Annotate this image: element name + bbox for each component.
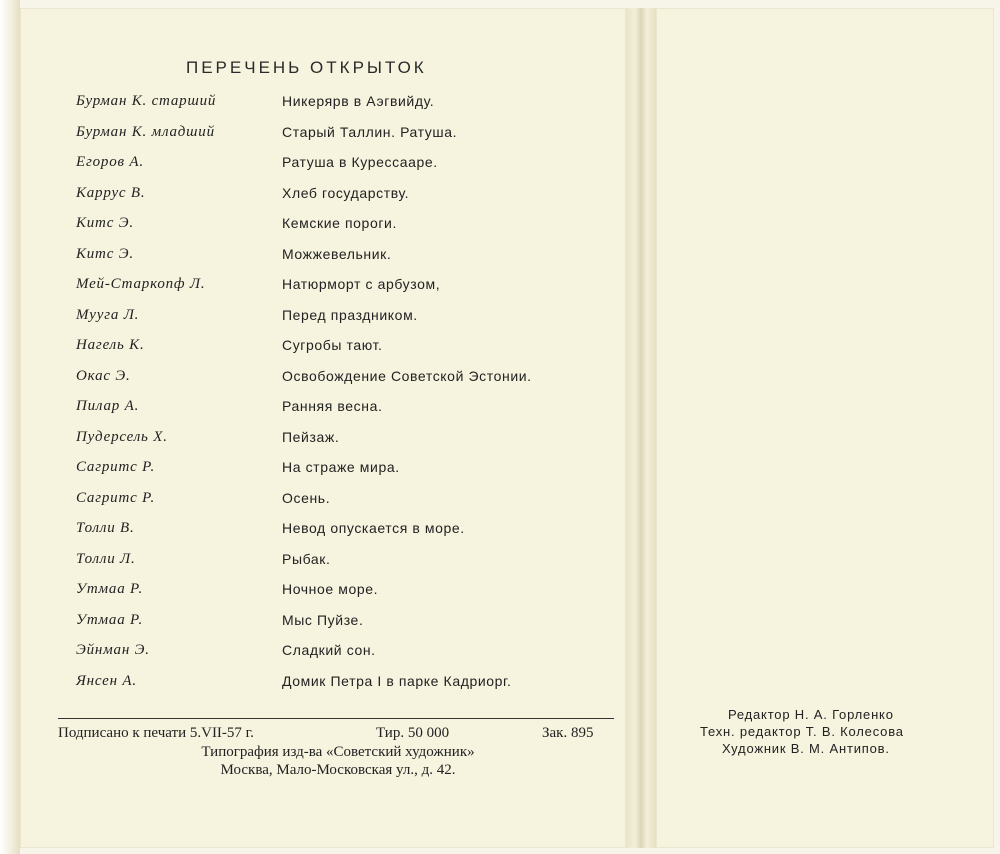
list-item — [76, 273, 616, 304]
author-name: Китс Э. — [76, 215, 134, 231]
author-name: Утмаа Р. — [76, 581, 144, 597]
postcard-title: Ночное море. — [282, 581, 379, 597]
imprint-divider — [58, 718, 614, 719]
postcard-title: Осень. — [282, 489, 331, 506]
author-name: Бурман К. младший — [76, 123, 215, 140]
list-item — [76, 487, 616, 518]
postcard-title: Сладкий сон. — [282, 642, 376, 658]
postcard-title: На страже мира. — [282, 459, 400, 475]
postcard-title: Старый Таллин. Ратуша. — [282, 123, 458, 140]
author-name: Эйнман Э. — [76, 642, 150, 658]
postcard-title: Освобождение Советской Эстонии. — [282, 367, 532, 384]
postcard-title: Рыбак. — [282, 550, 331, 567]
imprint-block — [58, 724, 618, 779]
list-item — [76, 212, 616, 243]
author-name: Янсен А. — [76, 672, 137, 689]
editor-credit: Редактор Н. А. Горленко — [728, 707, 894, 722]
postcard-title: Пейзаж. — [282, 428, 340, 445]
list-item — [76, 151, 616, 182]
list-item — [76, 121, 616, 152]
postcard-title: Натюрморт с арбузом, — [282, 276, 441, 292]
list-heading: ПЕРЕЧЕНЬ ОТКРЫТОК — [186, 58, 427, 77]
author-name: Сагритс Р. — [76, 459, 156, 475]
printer-name: Типография изд-ва «Советский художник» — [201, 744, 475, 760]
author-name: Егоров А. — [76, 154, 144, 170]
author-name: Утмаа Р. — [76, 611, 144, 628]
author-name: Окас Э. — [76, 367, 131, 384]
author-name: Пудерсель Х. — [76, 428, 168, 445]
print-run: Тир. 50 000 — [376, 725, 450, 741]
order-number: Зак. 895 — [542, 725, 594, 741]
postcard-title: Перед праздником. — [282, 306, 418, 323]
list-item — [76, 243, 616, 274]
list-item — [76, 395, 616, 426]
list-item — [76, 426, 616, 457]
author-name: Мей-Старкопф Л. — [76, 276, 206, 292]
imprint-line — [58, 724, 618, 743]
list-item — [76, 548, 616, 579]
credits-block — [690, 706, 970, 757]
author-name: Толли В. — [76, 520, 135, 536]
printer-address: Москва, Мало-Московская ул., д. 42. — [220, 762, 456, 778]
author-name: Китс Э. — [76, 245, 134, 262]
signed-date: Подписано к печати 5.VII-57 г. — [58, 725, 254, 741]
postcard-title: Мыс Пуйзе. — [282, 611, 364, 628]
author-name: Пилар А. — [76, 398, 140, 414]
list-item — [76, 365, 616, 396]
postcard-title: Хлеб государству. — [282, 184, 410, 201]
postcard-title: Кемские пороги. — [282, 215, 397, 231]
card-edge — [0, 0, 20, 854]
list-item — [76, 90, 616, 121]
author-name: Мууга Л. — [76, 306, 140, 323]
postcard-title: Можжевельник. — [282, 245, 392, 262]
postcard-list — [76, 90, 616, 700]
list-item — [76, 639, 616, 670]
list-item — [76, 578, 616, 609]
list-item — [76, 456, 616, 487]
postcard-title: Ратуша в Курессааре. — [282, 154, 438, 170]
author-name: Сагритс Р. — [76, 489, 156, 506]
list-item — [76, 304, 616, 335]
author-name: Нагель К. — [76, 337, 145, 353]
list-item — [76, 517, 616, 548]
author-name: Каррус В. — [76, 184, 146, 201]
tech-editor-credit: Техн. редактор Т. В. Колесова — [700, 724, 904, 739]
postcard-title: Невод опускается в море. — [282, 520, 465, 536]
page-fold — [626, 8, 656, 848]
list-item — [76, 670, 616, 701]
list-item — [76, 609, 616, 640]
artist-credit: Художник В. М. Антипов. — [722, 741, 890, 756]
postcard-title: Ранняя весна. — [282, 398, 383, 414]
author-name: Толли Л. — [76, 550, 136, 567]
postcard-title: Домик Петра I в парке Кадриорг. — [282, 672, 512, 689]
list-item — [76, 182, 616, 213]
author-name: Бурман К. старший — [76, 93, 217, 109]
postcard-title: Сугробы тают. — [282, 337, 383, 353]
list-item — [76, 334, 616, 365]
postcard-title: Никерярв в Аэгвийду. — [282, 93, 435, 109]
